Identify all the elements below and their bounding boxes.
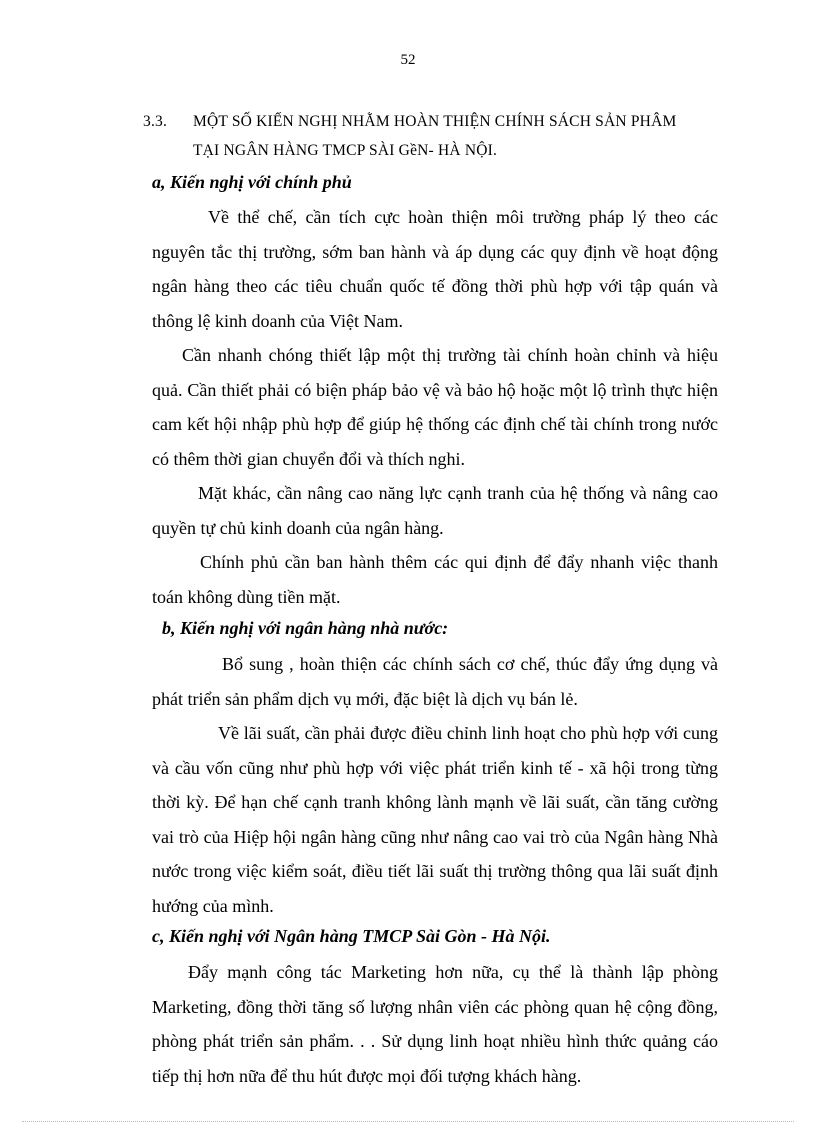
subsection-c-title: c, Kiến nghị với Ngân hàng TMCP Sài Gòn - Hà Nội. (152, 926, 551, 946)
paragraph: Bổ sung , hoàn thiện các chính sách cơ chế, thúc đẩy ứng dụng và phát triển sản phẩm dịch vụ mới, đặc biệt là dịch vụ bán lẻ. (152, 654, 718, 709)
paragraph: Đẩy mạnh công tác Marketing hơn nữa, cụ thể là thành lập phòng Marketing, đồng thời tăng số lượng nhân viên các phòng quan hệ cộng đồng, phòng phát triển sản phẩm. . . Sử dụng linh hoạt nhiều hình thức quảng cáo tiếp thị hơn nữa để thu hút được mọi đối tượng khách hàng. (152, 962, 718, 1086)
paragraph: Mặt khác, cần nâng cao năng lực cạnh tranh của hệ thống và nâng cao quyền tự chủ kinh doanh của ngân hàng. (152, 483, 718, 538)
section-title-line1: MỘT SỐ KIẾN NGHỊ NHẰM HOÀN THIỆN CHÍNH SÁCH SẢN PHÂM (193, 113, 677, 130)
subsection-b-title: b, Kiến nghị với ngân hàng nhà nước: (162, 618, 449, 638)
paragraph: Về thể chế, cần tích cực hoàn thiện môi trường pháp lý theo các nguyên tắc thị trường, sớm ban hành và áp dụng các quy định về hoạt động ngân hàng theo các tiêu chuẩn quốc tế đồng thời phù hợp với tập quán và thông lệ kinh doanh của Việt Nam. (152, 207, 718, 331)
subsection-a-title: a, Kiến nghị với chính phủ (152, 172, 352, 192)
paragraph: Cần nhanh chóng thiết lập một thị trường tài chính hoàn chỉnh và hiệu quả. Cần thiết phải có biện pháp bảo vệ và bảo hộ hoặc một lộ trình thực hiện cam kết hội nhập phù hợp để giúp hệ thống các định chế tài chính trong nước có thêm thời gian chuyển đổi và thích nghi. (152, 345, 718, 469)
page-number: 52 (400, 52, 416, 68)
paragraph: Chính phủ cần ban hành thêm các qui định để đẩy nhanh việc thanh toán không dùng tiền mặt. (152, 552, 718, 607)
page-bottom-border (22, 1121, 794, 1122)
section-number: 3.3. (143, 113, 168, 130)
paragraph: Về lãi suất, cần phải được điều chỉnh linh hoạt cho phù hợp với cung và cầu vốn cũng như phù hợp với việc phát triển kinh tế - xã hội trong từng thời kỳ. Để hạn chế cạnh tranh không lành mạnh về lãi suất, cần tăng cường vai trò của Hiệp hội ngân hàng cũng như nâng cao vai trò của Ngân hàng Nhà nước trong việc kiểm soát, điều tiết lãi suất thị trường thông qua lãi suất định hướng của mình. (152, 723, 718, 916)
section-title-line2: TẠI NGÂN HÀNG TMCP SÀI GềN- HÀ NỘI. (193, 142, 498, 159)
